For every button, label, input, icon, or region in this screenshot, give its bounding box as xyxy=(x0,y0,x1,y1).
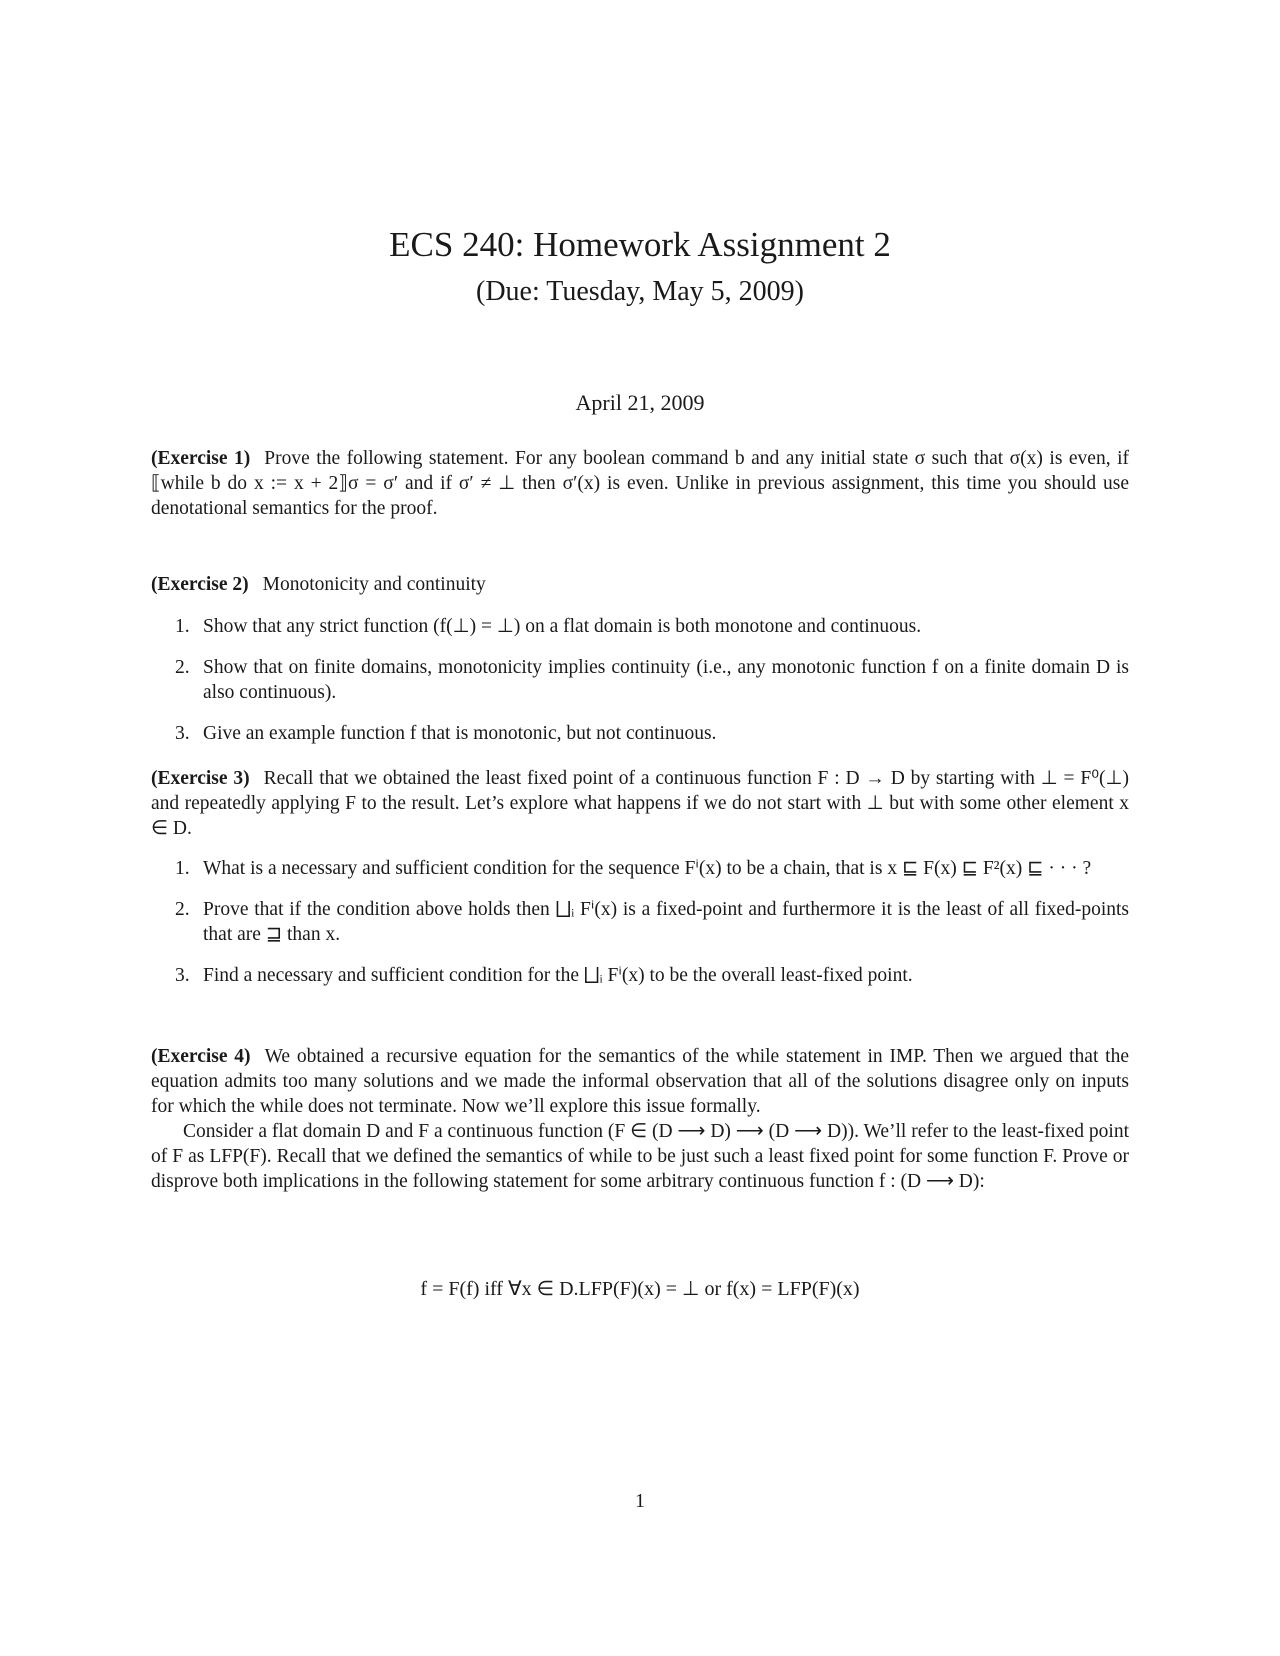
list-item: 3. Give an example function f that is monotonic, but not continuous. xyxy=(175,723,717,744)
exercise-4-equation: f = F(f) iff ∀x ∈ D.LFP(F)(x) = ⊥ or f(x) = LFP(F)(x) xyxy=(420,1278,860,1300)
exercise-3-list xyxy=(151,856,1129,988)
exercise-2 xyxy=(151,572,1129,597)
list-item: 1. What is a necessary and sufficient condition for the sequence Fⁱ(x) to be a chain, that is x ⊑ F(x) ⊑ F²(x) ⊑ · · · ? xyxy=(175,858,1092,879)
list-item: 1. Show that any strict function (f(⊥) = ⊥) on a flat domain is both monotone and continuous. xyxy=(175,616,922,637)
due-date: (Due: Tuesday, May 5, 2009) xyxy=(476,276,804,307)
exercise-3 xyxy=(151,766,1129,841)
list-item: 2. Prove that if the condition above holds then ⨆ᵢ Fⁱ(x) is a fixed-point and furthermore it is the least of all fixed-points that are ⊒ than x. xyxy=(175,899,1129,945)
exercise-2-label: (Exercise 2) xyxy=(151,574,249,595)
exercise-4-label: (Exercise 4) xyxy=(151,1046,251,1067)
exercise-1-text: Prove the following statement. For any boolean command b and any initial state σ such that σ(x) is even, if ⟦while b do x := x + 2⟧σ = σ′ and if σ′ ≠ ⊥ then σ′(x) is even. Unlike in previous assignment, this time you should use denotational semantics for the proof. xyxy=(151,448,1129,519)
page-title: ECS 240: Homework Assignment 2 xyxy=(389,225,891,264)
exercise-3-text: Recall that we obtained the least fixed point of a continuous function F : D → D by starting with ⊥ = F⁰(⊥) and repeatedly applying F to the result. Let’s explore what happens if we do not start with ⊥ but with some other element x ∈ D. xyxy=(151,768,1129,839)
exercise-1-label: (Exercise 1) xyxy=(151,448,251,469)
exercise-3-label: (Exercise 3) xyxy=(151,768,250,789)
issue-date: April 21, 2009 xyxy=(575,390,705,415)
list-item: 2. Show that on finite domains, monotonicity implies continuity (i.e., any monotonic function f on a finite domain D is also continuous). xyxy=(175,657,1129,703)
page-number: 1 xyxy=(635,1490,645,1512)
exercise-2-list xyxy=(151,614,1129,746)
exercise-1 xyxy=(151,446,1129,521)
list-item: 3. Find a necessary and sufficient condition for the ⨆ᵢ Fⁱ(x) to be the overall least-fixed point. xyxy=(175,965,913,986)
exercise-4-text-2: Consider a flat domain D and F a continuous function (F ∈ (D ⟶ D) ⟶ (D ⟶ D)). We’ll refer to the least-fixed point of F as LFP(F). Recall that we defined the semantics of while to be just such a least fixed point for some function F. Prove or disprove both implications in the following statement for some arbitrary continuous function f : (D ⟶ D): xyxy=(151,1121,1129,1192)
exercise-2-text: Monotonicity and continuity xyxy=(262,574,486,595)
exercise-4-text: We obtained a recursive equation for the semantics of the while statement in IMP. Then we argued that the equation admits too many solutions and we made the informal observation that all of the solutions disagree only on inputs for which the while does not terminate. Now we’ll explore this issue formally. xyxy=(151,1046,1129,1117)
exercise-4 xyxy=(151,1044,1129,1194)
